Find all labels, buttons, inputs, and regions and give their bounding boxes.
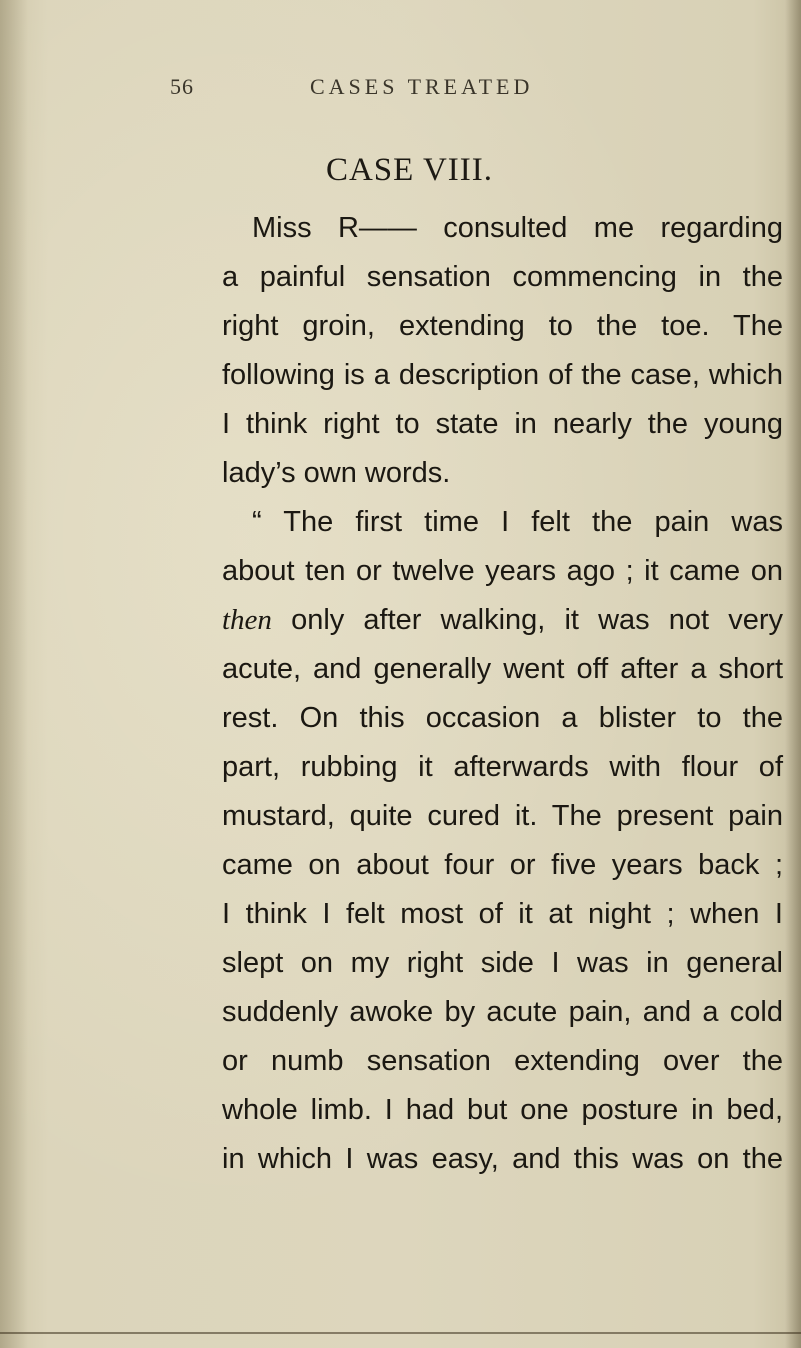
text-line: in which I was easy, and this was on the xyxy=(222,1143,783,1175)
text-line: following is a description of the case, which xyxy=(222,359,783,391)
text-line: lady’s own words. xyxy=(222,457,451,489)
text-line: came on about four or five years back ; xyxy=(222,849,783,881)
text-line-with-emphasis xyxy=(222,597,783,643)
page-edge xyxy=(785,0,801,1348)
text-line: right groin, extending to the toe. The xyxy=(222,310,783,342)
gutter-shadow xyxy=(0,0,28,1348)
text-line: whole limb. I had but one posture in bed, xyxy=(222,1094,783,1126)
text-line: slept on my right side I was in general xyxy=(222,947,783,979)
case-heading: CASE VIII. xyxy=(325,152,494,188)
text-line: suddenly awoke by acute pain, and a cold xyxy=(222,996,783,1028)
text-line: I think I felt most of it at night ; when I xyxy=(222,898,783,930)
text-line: Miss R—— consulted me regarding xyxy=(252,212,783,244)
text-line: “ The first time I felt the pain was xyxy=(252,506,783,538)
text-line: about ten or twelve years ago ; it came on xyxy=(222,555,783,587)
text-line: a painful sensation commencing in the xyxy=(222,261,783,293)
emphasis-then: then xyxy=(222,604,272,636)
running-head xyxy=(0,74,801,104)
text-line: part, rubbing it afterwards with flour of xyxy=(222,751,783,783)
text-line: I think right to state in nearly the young xyxy=(222,408,783,440)
text-line: acute, and generally went off after a short xyxy=(222,653,783,685)
page-bottom-edge xyxy=(0,1332,801,1334)
text-line: rest. On this occasion a blister to the xyxy=(222,702,783,734)
text-line: only after walking, it was not very xyxy=(291,604,784,636)
text-line: or numb sensation extending over the xyxy=(222,1045,783,1077)
text-line: mustard, quite cured it. The present pain xyxy=(222,800,783,832)
running-title: CASES TREATED xyxy=(310,74,534,99)
page-number: 56 xyxy=(170,74,194,99)
